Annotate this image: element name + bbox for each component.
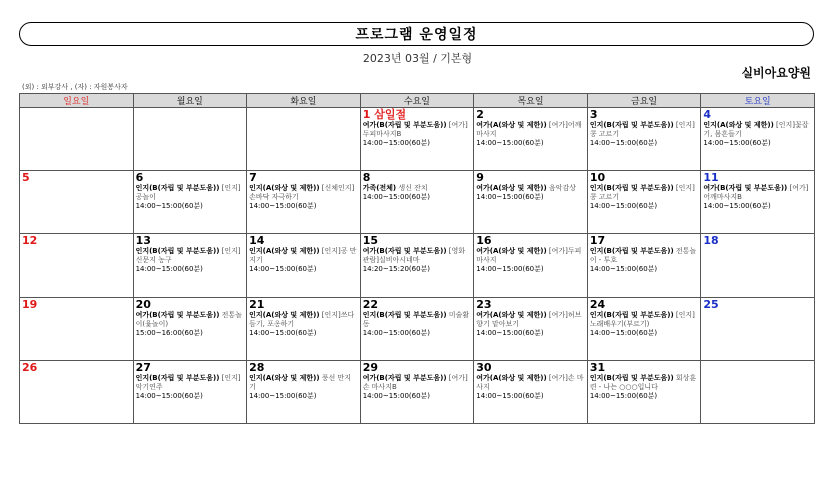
calendar-day-cell — [701, 360, 815, 423]
calendar-week-row — [20, 234, 815, 297]
program-type: 여가(A(와상 및 제한)) — [476, 310, 547, 319]
calendar-day-cell — [587, 108, 701, 171]
program-name: [여가]손 마사지 — [476, 373, 584, 391]
program-time: 14:00~15:00(60분) — [135, 391, 203, 400]
program-time: 14:00~15:00(60분) — [249, 202, 317, 211]
program-time: 14:00~15:00(60분) — [249, 265, 317, 274]
calendar-day-cell — [133, 234, 247, 297]
day-number — [590, 235, 699, 247]
program-time: 15:00~16:00(60분) — [135, 328, 203, 337]
program-event — [363, 184, 472, 202]
program-name: [여가]손 마사지B — [362, 373, 468, 391]
program-type: 인지(A(와상 및 제한)) — [249, 184, 320, 193]
program-event — [363, 247, 472, 274]
day-number — [476, 109, 585, 121]
program-type: 여가(A(와상 및 제한)) — [476, 373, 547, 382]
program-name: [여가]두피마사지B — [362, 121, 468, 138]
program-time: 14:00~15:00(60분) — [476, 193, 544, 202]
calendar-day-cell — [133, 360, 247, 423]
day-number-value: 30 — [476, 360, 492, 374]
holiday-label: 삼일절 — [374, 108, 407, 121]
calendar-body — [20, 108, 815, 424]
day-number-value: 10 — [589, 171, 606, 185]
program-event — [136, 311, 245, 338]
program-name: 풍선 만지기 — [249, 373, 352, 391]
program-time: 14:00~15:00(60분) — [476, 328, 544, 337]
program-event — [476, 121, 585, 148]
day-number — [363, 299, 472, 311]
calendar-day-cell — [247, 234, 361, 297]
program-event — [249, 374, 358, 401]
program-name: [인지]꽃잡기, 몸흔들기 — [703, 121, 809, 138]
calendar-week-row — [20, 108, 815, 171]
organization-name: 실비아요양원 — [741, 66, 811, 80]
calendar-day-cell — [474, 171, 588, 234]
day-number — [703, 235, 812, 247]
program-type: 여가(B(자립 및 부분도움)) — [362, 121, 447, 129]
calendar-day-cell — [701, 108, 815, 171]
program-name: [인지]악기연주 — [135, 373, 241, 391]
day-number — [22, 362, 131, 374]
program-time: 14:00~15:00(60분) — [589, 202, 658, 211]
weekday-header-row — [20, 94, 815, 108]
calendar-day-cell — [360, 297, 474, 360]
calendar-day-cell — [20, 297, 134, 360]
program-type: 여가(B(자립 및 부분도움)) — [135, 310, 220, 319]
schedule-subtitle: 2023년 03월 / 기본형 — [362, 52, 473, 65]
calendar-day-cell — [247, 360, 361, 423]
program-name: [인지]공놀이 — [135, 184, 241, 202]
day-number-value: 4 — [703, 108, 712, 121]
calendar-day-cell — [20, 360, 134, 423]
day-number — [703, 172, 812, 184]
day-number — [22, 172, 131, 184]
weekday-thursday: 목요일 — [474, 94, 588, 108]
program-time: 14:00~15:00(60분) — [476, 265, 544, 274]
day-number-value: 11 — [703, 171, 719, 185]
day-number — [476, 235, 585, 247]
day-number — [249, 235, 358, 247]
calendar-day-cell — [247, 108, 361, 171]
day-number-value: 19 — [22, 297, 38, 311]
program-type: 인지(B(자립 및 부분도움)) — [362, 310, 447, 319]
program-time: 14:00~15:00(60분) — [362, 193, 431, 202]
calendar-day-cell — [701, 171, 815, 234]
program-time: 14:00~15:00(60분) — [476, 391, 544, 400]
day-number-value: 9 — [476, 171, 484, 185]
program-type: 인지(A(와상 및 제한)) — [703, 121, 774, 129]
day-number-value: 20 — [135, 297, 151, 311]
day-number-value: 23 — [476, 297, 492, 311]
schedule-title — [19, 22, 814, 46]
program-time: 14:20~15:20(60분) — [362, 265, 431, 274]
day-number — [476, 362, 585, 374]
calendar-day-cell — [20, 171, 134, 234]
day-number-value: 25 — [703, 297, 719, 311]
program-name: [신체인지]손바닥 자극하기 — [249, 184, 355, 202]
calendar-day-cell — [360, 234, 474, 297]
program-type: 가족(전체) — [362, 184, 397, 193]
program-event — [590, 374, 699, 401]
day-number — [363, 235, 472, 247]
program-type: 여가(A(와상 및 제한)) — [476, 121, 547, 129]
program-type: 인지(B(자립 및 부분도움)) — [135, 373, 220, 382]
program-name: 전통놀이 - 투호 — [589, 247, 697, 265]
calendar-day-cell — [133, 171, 247, 234]
day-number — [22, 235, 131, 247]
calendar-day-cell — [20, 234, 134, 297]
program-type: 여가(B(자립 및 부분도움)) — [362, 247, 447, 256]
program-event — [249, 247, 358, 274]
program-name: [인지]노래배우기(부르기) — [589, 310, 695, 328]
program-type: 인지(B(자립 및 부분도움)) — [589, 121, 674, 129]
day-number-value: 16 — [476, 234, 492, 248]
day-number-value: 5 — [22, 171, 30, 185]
program-time: 14:00~15:00(60분) — [249, 391, 317, 400]
program-time: 14:00~15:00(60분) — [249, 328, 317, 337]
program-event — [363, 121, 472, 148]
program-type: 인지(A(와상 및 제한)) — [249, 373, 320, 382]
program-time: 14:00~15:00(60분) — [135, 202, 203, 211]
day-number — [363, 109, 472, 121]
day-number — [363, 172, 472, 184]
program-event — [249, 311, 358, 338]
calendar-day-cell — [133, 297, 247, 360]
program-event — [703, 184, 812, 211]
calendar-day-cell — [20, 108, 134, 171]
program-time: 14:00~15:00(60분) — [589, 265, 658, 274]
legend-note: (외) : 외부강사 , (자) : 자원봉사자 — [22, 83, 128, 91]
program-event — [703, 121, 812, 148]
day-number — [363, 362, 472, 374]
calendar-day-cell — [701, 297, 815, 360]
program-name: [여가]어깨 마사지 — [476, 121, 582, 138]
calendar-week-row — [20, 360, 815, 423]
day-number-value: 29 — [362, 360, 378, 374]
program-event — [363, 311, 472, 338]
day-number — [590, 109, 699, 121]
program-time: 14:00~15:00(60분) — [362, 328, 431, 337]
program-time: 14:00~15:00(60분) — [362, 139, 431, 147]
day-number — [249, 362, 358, 374]
weekday-saturday: 토요일 — [701, 94, 815, 108]
program-name: [영화관람]실비아시네마 — [362, 247, 466, 265]
day-number-value: 15 — [362, 234, 378, 248]
program-name: 음악감상 — [548, 184, 576, 193]
program-type: 여가(A(와상 및 제한)) — [476, 247, 547, 256]
program-name: 회상훈련 - 나는 ○○○입니다 — [589, 373, 697, 391]
day-number-value: 28 — [249, 360, 265, 374]
calendar-day-cell — [474, 360, 588, 423]
weekday-wednesday: 수요일 — [360, 94, 474, 108]
program-event — [476, 184, 585, 202]
day-number-value: 27 — [135, 360, 151, 374]
program-time: 14:00~15:00(60분) — [476, 139, 544, 147]
day-number-value: 24 — [589, 297, 606, 311]
day-number — [22, 299, 131, 311]
day-number-value: 1 — [362, 108, 371, 121]
program-time: 14:00~15:00(60분) — [703, 202, 771, 211]
program-event — [590, 184, 699, 211]
program-type: 인지(B(자립 및 부분도움)) — [135, 247, 220, 256]
program-type: 인지(A(와상 및 제한)) — [249, 310, 320, 319]
calendar-day-cell — [133, 108, 247, 171]
weekday-monday: 월요일 — [133, 94, 247, 108]
calendar-day-cell — [360, 360, 474, 423]
calendar-day-cell — [247, 297, 361, 360]
program-name: [인지]쓰다듬기, 포옹하기 — [249, 310, 355, 328]
day-number-value: 21 — [249, 297, 265, 311]
program-event — [590, 247, 699, 274]
program-time: 14:00~15:00(60분) — [703, 139, 771, 147]
day-number — [703, 299, 812, 311]
weekday-friday: 금요일 — [587, 94, 701, 108]
program-name: [여가]허브향기 맡아보기 — [476, 310, 582, 328]
program-time: 14:00~15:00(60분) — [362, 391, 431, 400]
day-number-value: 3 — [589, 108, 598, 121]
day-number-value: 7 — [249, 171, 257, 185]
day-number — [249, 172, 358, 184]
calendar-day-cell — [474, 297, 588, 360]
program-type: 인지(A(와상 및 제한)) — [249, 247, 320, 256]
day-number — [703, 109, 812, 121]
weekday-sunday: 일요일 — [20, 94, 134, 108]
program-name: [인지]콩 고르기 — [589, 121, 695, 138]
program-event — [590, 311, 699, 338]
calendar-day-cell — [360, 108, 474, 171]
program-type: 여가(A(와상 및 제한)) — [476, 184, 547, 193]
calendar-day-cell — [587, 360, 701, 423]
program-name: 미술활동 — [362, 310, 470, 328]
weekday-tuesday: 화요일 — [247, 94, 361, 108]
day-number-value: 22 — [362, 297, 378, 311]
program-event — [249, 184, 358, 211]
program-event — [476, 374, 585, 401]
program-event — [476, 311, 585, 338]
program-event — [363, 374, 472, 401]
program-name: 생신 잔치 — [398, 184, 428, 193]
program-time: 14:00~15:00(60분) — [589, 391, 658, 400]
program-name: [여가]어깨마사지B — [703, 184, 809, 202]
day-number — [249, 299, 358, 311]
calendar-day-cell — [247, 171, 361, 234]
program-event — [136, 374, 245, 401]
program-name: [인지]콩 고르기 — [589, 184, 695, 202]
program-name: [여가]두피마사지 — [476, 247, 582, 265]
calendar-day-cell — [701, 234, 815, 297]
day-number — [476, 172, 585, 184]
program-type: 인지(B(자립 및 부분도움)) — [589, 373, 674, 382]
program-event — [136, 247, 245, 274]
day-number-value: 8 — [362, 171, 371, 185]
calendar-day-cell — [587, 234, 701, 297]
calendar-day-cell — [587, 297, 701, 360]
day-number-value: 13 — [135, 234, 151, 248]
calendar-day-cell — [474, 108, 588, 171]
day-number-value: 18 — [703, 234, 719, 248]
calendar-day-cell — [474, 234, 588, 297]
calendar-day-cell — [587, 171, 701, 234]
program-time: 14:00~15:00(60분) — [589, 328, 658, 337]
calendar-table — [19, 93, 815, 424]
program-event — [476, 247, 585, 274]
program-type: 여가(B(자립 및 부분도움)) — [362, 373, 447, 382]
day-number-value: 14 — [249, 234, 265, 248]
day-number — [136, 235, 245, 247]
day-number-value: 31 — [589, 360, 606, 374]
program-time: 14:00~15:00(60분) — [135, 265, 203, 274]
program-event — [590, 121, 699, 148]
program-name: [인지]신문지 농구 — [135, 247, 241, 265]
day-number — [136, 362, 245, 374]
program-type: 인지(B(자립 및 부분도움)) — [589, 184, 674, 193]
day-number-value: 6 — [135, 171, 144, 185]
day-number-value: 26 — [22, 360, 38, 374]
day-number — [136, 172, 245, 184]
day-number — [590, 362, 699, 374]
day-number — [590, 299, 699, 311]
day-number — [136, 299, 245, 311]
day-number — [590, 172, 699, 184]
program-name: 전통놀이(윷놀이) — [135, 310, 242, 328]
program-type: 인지(B(자립 및 부분도움)) — [589, 247, 674, 256]
day-number-value: 12 — [22, 234, 38, 248]
program-type: 인지(B(자립 및 부분도움)) — [589, 310, 674, 319]
calendar-day-cell — [360, 171, 474, 234]
day-number-value: 17 — [589, 234, 606, 248]
day-number — [476, 299, 585, 311]
program-name: [인지]공 만지기 — [249, 247, 357, 265]
schedule-title-text: 프로그램 운영일정 — [355, 27, 478, 43]
day-number-value: 2 — [476, 108, 484, 121]
program-type: 인지(B(자립 및 부분도움)) — [135, 184, 220, 193]
calendar-week-row — [20, 171, 815, 234]
program-type: 여가(B(자립 및 부분도움)) — [703, 184, 788, 193]
program-time: 14:00~15:00(60분) — [589, 139, 658, 147]
program-event — [136, 184, 245, 211]
calendar-week-row — [20, 297, 815, 360]
